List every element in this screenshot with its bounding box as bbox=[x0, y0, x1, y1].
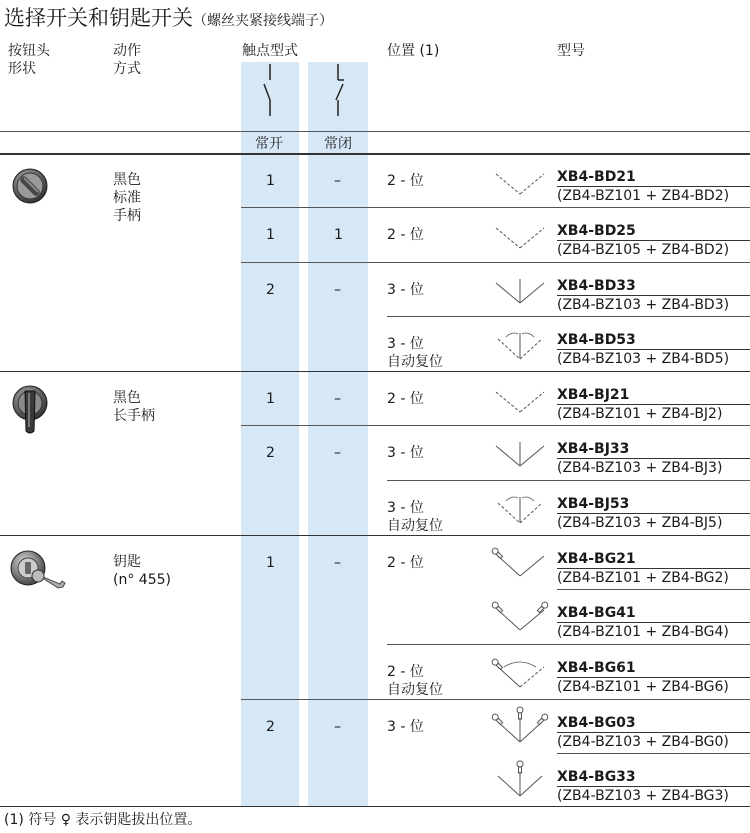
position-diagram-icon bbox=[492, 380, 550, 420]
model-number: XB4-BJ53 bbox=[557, 496, 630, 512]
position-label: 2 - 位 bbox=[387, 664, 424, 680]
position-diagram-icon bbox=[492, 708, 550, 748]
header-action: 动作 方式 bbox=[113, 43, 141, 77]
nc-contact-symbol-icon bbox=[326, 64, 350, 116]
header-model: 型号 bbox=[557, 43, 585, 59]
row-divider bbox=[0, 535, 750, 536]
nc-contact-count: – bbox=[334, 173, 341, 189]
group-label-key: 钥匙 (n° 455) bbox=[113, 554, 171, 588]
position-label: 3 - 位 bbox=[387, 445, 424, 461]
header-no: 常开 bbox=[255, 136, 283, 152]
row-divider bbox=[557, 753, 750, 754]
row-divider bbox=[241, 425, 750, 426]
model-number: XB4-BG21 bbox=[557, 551, 636, 567]
component-reference: (ZB4-BZ103 + ZB4-BD5) bbox=[557, 351, 730, 367]
component-reference: (ZB4-BZ103 + ZB4-BJ5) bbox=[557, 515, 723, 531]
title-main: 选择开关和钥匙开关 bbox=[4, 6, 193, 30]
no-contact-count: 1 bbox=[266, 227, 275, 243]
group-label-long: 黑色 长手柄 bbox=[113, 390, 155, 424]
model-number: XB4-BD25 bbox=[557, 223, 636, 239]
component-reference: (ZB4-BZ101 + ZB4-BJ2) bbox=[557, 406, 723, 422]
model-number: XB4-BG33 bbox=[557, 769, 636, 785]
position-return-label: 自动复位 bbox=[387, 682, 443, 698]
row-divider bbox=[387, 480, 750, 481]
model-number: XB4-BD53 bbox=[557, 332, 636, 348]
component-reference: (ZB4-BZ105 + ZB4-BD2) bbox=[557, 242, 730, 258]
position-label: 3 - 位 bbox=[387, 282, 424, 298]
position-diagram-icon bbox=[492, 216, 550, 256]
nc-contact-count: – bbox=[334, 445, 341, 461]
component-reference: (ZB4-BZ101 + ZB4-BG6) bbox=[557, 679, 729, 695]
position-diagram-icon bbox=[492, 434, 550, 474]
position-diagram-icon bbox=[492, 489, 550, 529]
component-reference: (ZB4-BZ101 + ZB4-BG4) bbox=[557, 624, 729, 640]
no-contact-count: 1 bbox=[266, 173, 275, 189]
model-number: XB4-BJ21 bbox=[557, 387, 630, 403]
component-reference: (ZB4-BZ101 + ZB4-BD2) bbox=[557, 188, 730, 204]
row-divider bbox=[0, 806, 750, 807]
position-label: 3 - 位 bbox=[387, 500, 424, 516]
row-divider bbox=[557, 589, 750, 590]
position-diagram-icon bbox=[492, 162, 550, 202]
title-subtitle: （螺丝夹紧接线端子） bbox=[193, 13, 333, 29]
no-contact-count: 2 bbox=[266, 445, 275, 461]
header-nc: 常闭 bbox=[324, 136, 352, 152]
no-contact-count: 2 bbox=[266, 719, 275, 735]
page-title bbox=[4, 2, 333, 32]
model-number: XB4-BJ33 bbox=[557, 441, 630, 457]
position-diagram-icon bbox=[492, 544, 550, 584]
model-number: XB4-BG61 bbox=[557, 660, 636, 676]
position-return-label: 自动复位 bbox=[387, 518, 443, 534]
position-diagram-icon bbox=[492, 598, 550, 638]
component-reference: (ZB4-BZ103 + ZB4-BJ3) bbox=[557, 460, 723, 476]
group-label-standard: 黑色 标准 手柄 bbox=[113, 172, 141, 224]
component-reference: (ZB4-BZ103 + ZB4-BG0) bbox=[557, 734, 729, 750]
row-divider bbox=[241, 699, 750, 700]
nc-contact-count: – bbox=[334, 282, 341, 298]
component-reference: (ZB4-BZ103 + ZB4-BG3) bbox=[557, 788, 729, 804]
no-contact-count: 1 bbox=[266, 555, 275, 571]
nc-contact-count: 1 bbox=[334, 227, 343, 243]
key-icon bbox=[10, 550, 70, 594]
row-divider bbox=[241, 262, 750, 263]
position-diagram-icon bbox=[492, 271, 550, 311]
long-handle-icon bbox=[11, 385, 49, 435]
row-divider bbox=[0, 371, 750, 372]
model-number: XB4-BG03 bbox=[557, 715, 636, 731]
row-divider bbox=[387, 644, 750, 645]
no-contact-count: 2 bbox=[266, 282, 275, 298]
component-reference: (ZB4-BZ103 + ZB4-BD3) bbox=[557, 297, 730, 313]
position-diagram-icon bbox=[492, 762, 550, 802]
model-number: XB4-BD33 bbox=[557, 278, 636, 294]
row-divider bbox=[241, 207, 750, 208]
position-label: 3 - 位 bbox=[387, 336, 424, 352]
position-return-label: 自动复位 bbox=[387, 354, 443, 370]
no-contact-count: 1 bbox=[266, 391, 275, 407]
model-number: XB4-BG41 bbox=[557, 605, 636, 621]
position-diagram-icon bbox=[492, 653, 550, 693]
position-diagram-icon bbox=[492, 325, 550, 365]
no-contact-symbol-icon bbox=[258, 64, 282, 116]
header-shape: 按钮头 形状 bbox=[8, 43, 50, 77]
nc-contact-count: – bbox=[334, 391, 341, 407]
footnote: (1) 符号 ♀ 表示钥匙拔出位置。 bbox=[4, 812, 202, 828]
standard-handle-icon bbox=[12, 168, 48, 204]
header-position: 位置 (1) bbox=[387, 43, 440, 59]
row-divider bbox=[387, 316, 750, 317]
position-label: 2 - 位 bbox=[387, 555, 424, 571]
nc-contact-count: – bbox=[334, 719, 341, 735]
position-label: 2 - 位 bbox=[387, 227, 424, 243]
position-label: 3 - 位 bbox=[387, 719, 424, 735]
header-contact-type: 触点型式 bbox=[242, 43, 298, 59]
component-reference: (ZB4-BZ101 + ZB4-BG2) bbox=[557, 570, 729, 586]
position-label: 2 - 位 bbox=[387, 391, 424, 407]
model-number: XB4-BD21 bbox=[557, 169, 636, 185]
position-label: 2 - 位 bbox=[387, 173, 424, 189]
nc-contact-count: – bbox=[334, 555, 341, 571]
